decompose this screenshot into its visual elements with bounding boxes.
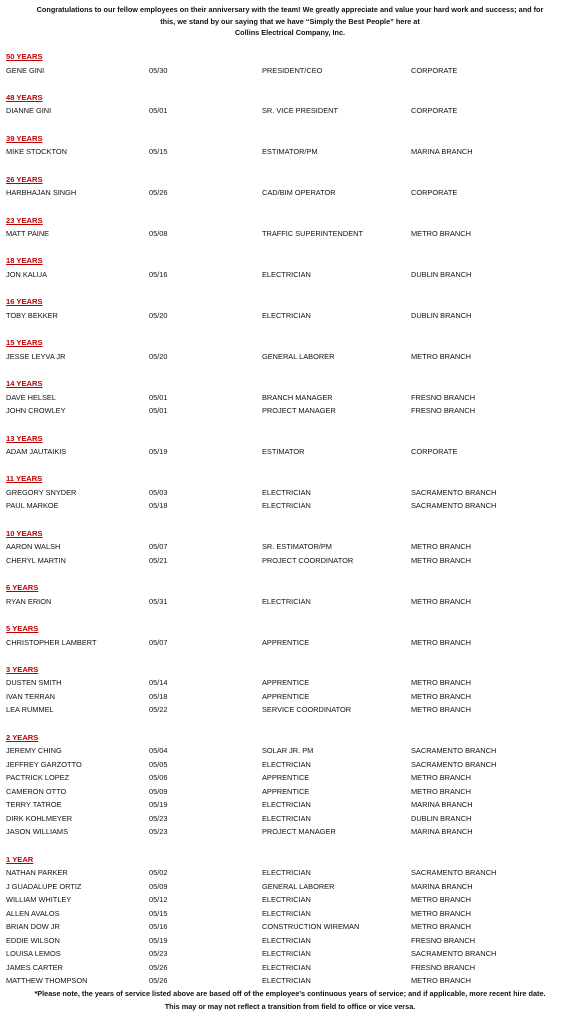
employee-row — [6, 812, 576, 826]
branch-name: SACRAMENTO BRANCH — [411, 746, 497, 756]
intro-message — [6, 4, 574, 28]
employee-row — [6, 961, 576, 975]
branch-name: METRO BRANCH — [411, 922, 471, 932]
employee-name: DIANNE GINI — [6, 106, 52, 116]
anniversary-date: 05/19 — [149, 800, 168, 810]
anniversary-date: 05/22 — [149, 705, 168, 715]
employee-name: DAVE HELSEL — [6, 392, 56, 402]
anniversary-date: 05/30 — [149, 65, 168, 75]
anniversary-date: 05/01 — [149, 406, 168, 416]
branch-name: METRO BRANCH — [411, 908, 471, 918]
anniversary-date: 05/07 — [149, 542, 168, 552]
job-title: ELECTRICIAN — [262, 976, 311, 986]
employee-row — [6, 771, 576, 785]
employee-name: MIKE STOCKTON — [6, 147, 67, 157]
employee-row — [6, 445, 576, 459]
years-heading: 18 YEARS — [6, 256, 43, 266]
employee-name: TERRY TATROE — [6, 800, 62, 810]
branch-name: MARINA BRANCH — [411, 147, 473, 157]
job-title: SR. VICE PRESIDENT — [262, 106, 338, 116]
employee-row — [6, 145, 576, 159]
branch-name: FRESNO BRANCH — [411, 935, 476, 945]
anniversary-date: 05/01 — [149, 392, 168, 402]
employee-row — [6, 595, 576, 609]
employee-row — [6, 636, 576, 650]
employee-name: WILLIAM WHITLEY — [6, 895, 72, 905]
job-title: PROJECT COORDINATOR — [262, 555, 354, 565]
employee-row — [6, 947, 576, 961]
anniversary-group — [6, 527, 576, 568]
job-title: ESTIMATOR — [262, 447, 305, 457]
employee-name: GENE GINI — [6, 65, 45, 75]
branch-name: CORPORATE — [411, 188, 458, 198]
employee-name: ADAM JAUTAIKIS — [6, 447, 67, 457]
branch-name: CORPORATE — [411, 106, 458, 116]
employee-name: JEREMY CHING — [6, 746, 62, 756]
anniversary-group — [6, 472, 576, 513]
branch-name: FRESNO BRANCH — [411, 406, 476, 416]
employee-name: PACTRICK LOPEZ — [6, 773, 70, 783]
employee-row — [6, 785, 576, 799]
branch-name: METRO BRANCH — [411, 555, 471, 565]
branch-name: SACRAMENTO BRANCH — [411, 487, 497, 497]
years-heading: 13 YEARS — [6, 433, 43, 443]
job-title: PRESIDENT/CEO — [262, 65, 323, 75]
employee-name: EDDIE WILSON — [6, 935, 60, 945]
employee-name: JESSE LEYVA JR — [6, 351, 66, 361]
anniversary-list — [6, 50, 576, 1002]
anniversary-group — [6, 377, 576, 418]
employee-row — [6, 486, 576, 500]
job-title: ELECTRICIAN — [262, 895, 311, 905]
footnote-line-1: *Please note, the years of service listed above are based off of the employee’s continuous years of service; and if applicable, more recent hire date. — [34, 989, 546, 998]
employee-row — [6, 893, 576, 907]
years-heading: 39 YEARS — [6, 133, 43, 143]
employee-name: MATTHEW THOMPSON — [6, 976, 88, 986]
branch-name: FRESNO BRANCH — [411, 962, 476, 972]
anniversary-group — [6, 295, 576, 322]
branch-name: METRO BRANCH — [411, 229, 471, 239]
branch-name: METRO BRANCH — [411, 596, 471, 606]
job-title: ELECTRICIAN — [262, 269, 311, 279]
anniversary-date: 05/15 — [149, 908, 168, 918]
anniversary-group — [6, 336, 576, 363]
employee-row — [6, 350, 576, 364]
anniversary-date: 05/16 — [149, 922, 168, 932]
anniversary-group — [6, 731, 576, 839]
anniversary-date: 05/09 — [149, 786, 168, 796]
anniversary-date: 05/18 — [149, 501, 168, 511]
anniversary-group — [6, 132, 576, 159]
employee-name: ALLEN AVALOS — [6, 908, 60, 918]
branch-name: METRO BRANCH — [411, 542, 471, 552]
anniversary-group — [6, 853, 576, 988]
job-title: CAD/BIM OPERATOR — [262, 188, 336, 198]
employee-name: AARON WALSH — [6, 542, 61, 552]
branch-name: MARINA BRANCH — [411, 881, 473, 891]
employee-row — [6, 64, 576, 78]
anniversary-group — [6, 581, 576, 608]
job-title: ELECTRICIAN — [262, 962, 311, 972]
employee-name: JAMES CARTER — [6, 962, 63, 972]
anniversary-date: 05/19 — [149, 935, 168, 945]
branch-name: DUBLIN BRANCH — [411, 310, 472, 320]
employee-row — [6, 825, 576, 839]
employee-name: BRIAN DOW JR — [6, 922, 60, 932]
employee-name: PAUL MARKOE — [6, 501, 59, 511]
branch-name: MARINA BRANCH — [411, 800, 473, 810]
job-title: SERVICE COORDINATOR — [262, 705, 352, 715]
branch-name: METRO BRANCH — [411, 773, 471, 783]
anniversary-date: 05/08 — [149, 229, 168, 239]
branch-name: DUBLIN BRANCH — [411, 269, 472, 279]
job-title: SR. ESTIMATOR/PM — [262, 542, 332, 552]
job-title: TRAFFIC SUPERINTENDENT — [262, 229, 364, 239]
anniversary-group — [6, 622, 576, 649]
job-title: GENERAL LABORER — [262, 881, 335, 891]
years-heading: 3 YEARS — [6, 664, 39, 674]
branch-name: MARINA BRANCH — [411, 827, 473, 837]
employee-row — [6, 104, 576, 118]
anniversary-group — [6, 663, 576, 717]
branch-name: METRO BRANCH — [411, 786, 471, 796]
employee-name: CHERYL MARTIN — [6, 555, 66, 565]
employee-row — [6, 758, 576, 772]
employee-row — [6, 690, 576, 704]
years-heading: 15 YEARS — [6, 338, 43, 348]
job-title: APPRENTICE — [262, 637, 310, 647]
employee-row — [6, 309, 576, 323]
intro-line-1: Congratulations to our fellow employees on their anniversary with the team! We greatly appreciate and value your hard work and success; and for — [36, 5, 544, 14]
branch-name: METRO BRANCH — [411, 976, 471, 986]
employee-row — [6, 907, 576, 921]
employee-row — [6, 186, 576, 200]
job-title: ELECTRICIAN — [262, 759, 311, 769]
employee-row — [6, 798, 576, 812]
employee-name: NATHAN PARKER — [6, 868, 68, 878]
anniversary-date: 05/19 — [149, 447, 168, 457]
employee-name: J GUADALUPE ORTIZ — [6, 881, 82, 891]
years-heading: 5 YEARS — [6, 624, 39, 634]
job-title: ELECTRICIAN — [262, 868, 311, 878]
job-title: APPRENTICE — [262, 786, 310, 796]
anniversary-date: 05/07 — [149, 637, 168, 647]
anniversary-group — [6, 173, 576, 200]
employee-row — [6, 554, 576, 568]
anniversary-date: 05/26 — [149, 962, 168, 972]
job-title: GENERAL LABORER — [262, 351, 335, 361]
employee-row — [6, 866, 576, 880]
anniversary-group — [6, 432, 576, 459]
anniversary-date: 05/03 — [149, 487, 168, 497]
job-title: ELECTRICIAN — [262, 935, 311, 945]
job-title: ELECTRICIAN — [262, 596, 311, 606]
anniversary-date: 05/20 — [149, 351, 168, 361]
years-heading: 11 YEARS — [6, 474, 43, 484]
anniversary-date: 05/02 — [149, 868, 168, 878]
anniversary-date: 05/31 — [149, 596, 168, 606]
years-heading: 2 YEARS — [6, 732, 39, 742]
job-title: PROJECT MANAGER — [262, 406, 336, 416]
intro-line-2: this, we stand by our saying that we have “Simply the Best People” here at — [160, 17, 420, 26]
job-title: APPRENTICE — [262, 691, 310, 701]
employee-name: CAMERON OTTO — [6, 786, 67, 796]
footnote-line-2: This may or may not reflect a transition from field to office or vice versa. — [164, 1001, 416, 1011]
employee-name: JASON WILLIAMS — [6, 827, 69, 837]
employee-row — [6, 744, 576, 758]
employee-name: RYAN ERION — [6, 596, 52, 606]
anniversary-date: 05/04 — [149, 746, 168, 756]
employee-name: GREGORY SNYDER — [6, 487, 77, 497]
anniversary-date: 05/12 — [149, 895, 168, 905]
anniversary-date: 05/06 — [149, 773, 168, 783]
employee-name: DIRK KOHLMEYER — [6, 813, 73, 823]
branch-name: DUBLIN BRANCH — [411, 813, 472, 823]
branch-name: METRO BRANCH — [411, 895, 471, 905]
anniversary-group — [6, 214, 576, 241]
job-title: BRANCH MANAGER — [262, 392, 333, 402]
job-title: CONSTRUCTION WIREMAN — [262, 922, 360, 932]
anniversary-date: 05/05 — [149, 759, 168, 769]
job-title: SOLAR JR. PM — [262, 746, 314, 756]
employee-name: IVAN TERRAN — [6, 691, 56, 701]
anniversary-date: 05/26 — [149, 976, 168, 986]
years-heading: 1 YEAR — [6, 854, 34, 864]
years-heading: 16 YEARS — [6, 297, 43, 307]
employee-name: HARBHAJAN SINGH — [6, 188, 77, 198]
years-heading: 48 YEARS — [6, 92, 43, 102]
anniversary-date: 05/16 — [149, 269, 168, 279]
branch-name: FRESNO BRANCH — [411, 392, 476, 402]
anniversary-date: 05/20 — [149, 310, 168, 320]
job-title: ELECTRICIAN — [262, 949, 311, 959]
branch-name: CORPORATE — [411, 65, 458, 75]
years-heading: 10 YEARS — [6, 528, 43, 538]
anniversary-group — [6, 91, 576, 118]
anniversary-date: 05/26 — [149, 188, 168, 198]
employee-row — [6, 391, 576, 405]
employee-name: JON KALUA — [6, 269, 48, 279]
branch-name: SACRAMENTO BRANCH — [411, 501, 497, 511]
company-name: Collins Electrical Company, Inc. — [234, 28, 346, 37]
anniversary-date: 05/23 — [149, 827, 168, 837]
anniversary-group — [6, 254, 576, 281]
job-title: APPRENTICE — [262, 678, 310, 688]
anniversary-date: 05/01 — [149, 106, 168, 116]
job-title: PROJECT MANAGER — [262, 827, 336, 837]
job-title: ELECTRICIAN — [262, 310, 311, 320]
employee-name: LOUISA LEMOS — [6, 949, 61, 959]
employee-row — [6, 880, 576, 894]
employee-row — [6, 540, 576, 554]
anniversary-date: 05/14 — [149, 678, 168, 688]
job-title: ELECTRICIAN — [262, 800, 311, 810]
anniversary-date: 05/23 — [149, 949, 168, 959]
employee-row — [6, 703, 576, 717]
footnote — [0, 988, 580, 1013]
job-title: ELECTRICIAN — [262, 908, 311, 918]
job-title: APPRENTICE — [262, 773, 310, 783]
anniversary-group — [6, 50, 576, 77]
branch-name: METRO BRANCH — [411, 637, 471, 647]
employee-row — [6, 974, 576, 988]
employee-name: TOBY BEKKER — [6, 310, 58, 320]
years-heading: 14 YEARS — [6, 379, 43, 389]
branch-name: CORPORATE — [411, 447, 458, 457]
employee-row — [6, 920, 576, 934]
employee-name: CHRISTOPHER LAMBERT — [6, 637, 97, 647]
employee-name: DUSTEN SMITH — [6, 678, 62, 688]
anniversary-date: 05/23 — [149, 813, 168, 823]
employee-row — [6, 404, 576, 418]
branch-name: METRO BRANCH — [411, 705, 471, 715]
employee-row — [6, 499, 576, 513]
branch-name: SACRAMENTO BRANCH — [411, 868, 497, 878]
employee-name: LEA RUMMEL — [6, 705, 54, 715]
branch-name: METRO BRANCH — [411, 351, 471, 361]
branch-name: METRO BRANCH — [411, 691, 471, 701]
years-heading: 6 YEARS — [6, 583, 39, 593]
anniversary-date: 05/09 — [149, 881, 168, 891]
years-heading: 26 YEARS — [6, 174, 43, 184]
employee-row — [6, 934, 576, 948]
employee-name: MATT PAINE — [6, 229, 50, 239]
anniversary-date: 05/18 — [149, 691, 168, 701]
anniversary-date: 05/21 — [149, 555, 168, 565]
job-title: ESTIMATOR/PM — [262, 147, 318, 157]
years-heading: 50 YEARS — [6, 52, 43, 61]
branch-name: SACRAMENTO BRANCH — [411, 759, 497, 769]
employee-name: JOHN CROWLEY — [6, 406, 66, 416]
years-heading: 23 YEARS — [6, 215, 43, 225]
job-title: ELECTRICIAN — [262, 487, 311, 497]
branch-name: METRO BRANCH — [411, 678, 471, 688]
job-title: ELECTRICIAN — [262, 501, 311, 511]
job-title: ELECTRICIAN — [262, 813, 311, 823]
employee-row — [6, 268, 576, 282]
employee-row — [6, 676, 576, 690]
employee-row — [6, 227, 576, 241]
anniversary-date: 05/15 — [149, 147, 168, 157]
employee-name: JEFFREY GARZOTTO — [6, 759, 82, 769]
branch-name: SACRAMENTO BRANCH — [411, 949, 497, 959]
